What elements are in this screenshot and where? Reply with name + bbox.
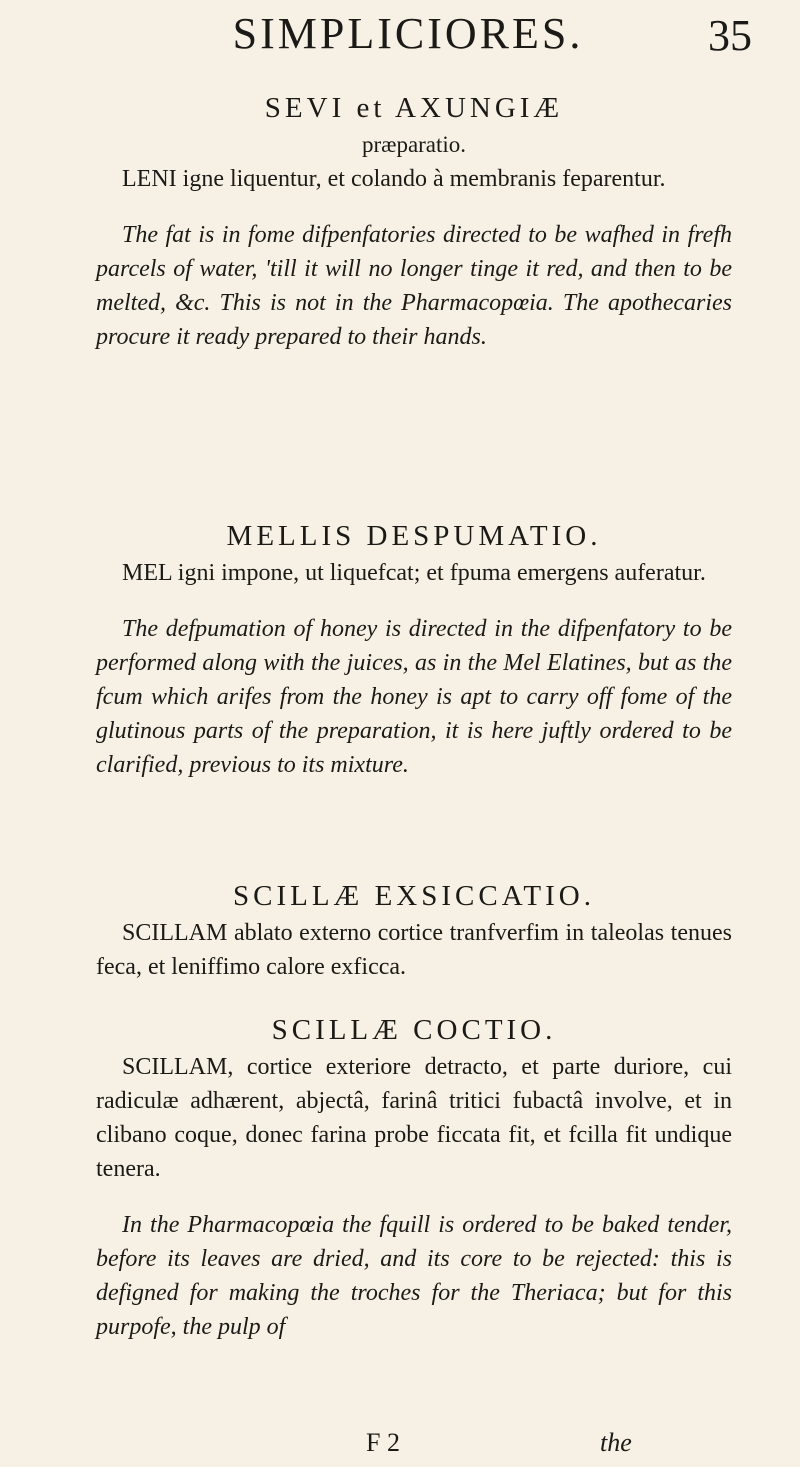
latin-text: MEL igni impone, ut liquefcat; et fpuma emergens auferatur.: [122, 560, 706, 586]
section-heading: SCILLÆ COCTIO.: [271, 1014, 557, 1046]
signature-mark: F 2: [366, 1428, 400, 1457]
section-heading: SCILLÆ EXSICCATIO.: [232, 880, 595, 912]
english-commentary: The defpumation of honey is directed in the difpenfatory to be performed along with the juices, as in the Mel Elatines, but as the fcum which arifes from the honey is apt to carry off fome of the glutinous parts of the preparation, it is here juftly ordered to be clarified, previous to its mixture.: [96, 616, 732, 778]
latin-text: LENI igne liquentur, et colando à membranis feparentur.: [122, 166, 666, 192]
catchword: the: [600, 1428, 632, 1457]
running-head: SIMPLICIORES.: [232, 9, 584, 58]
section-mellis: [96, 516, 732, 782]
english-commentary: In the Pharmacopœia the fquill is ordered to be baked tender, before its leaves are dried, and its core to be rejected: this is defigned for making the troches for the Theriaca; but for this purpofe, the pulp of: [96, 1212, 732, 1340]
latin-text: SCILLAM, cortice exteriore detracto, et parte duriore, cui radiculæ adhærent, abjectâ, farinâ tritici fubactâ involve, et in clibano coque, donec farina probe ficcata fit, et fcilla fit undique tenera.: [96, 1054, 732, 1182]
section-heading: SEVI et AXUNGIÆ: [264, 92, 564, 124]
page-number: 35: [708, 11, 752, 60]
section-heading: MELLIS DESPUMATIO.: [226, 520, 602, 552]
latin-text: SCILLAM ablato externo cortice tranfverfim in taleolas tenues feca, et leniffimo calore exficca.: [96, 920, 732, 980]
section-subheading: præparatio.: [361, 132, 467, 157]
page-footer: [0, 1428, 800, 1462]
english-commentary: The fat is in fome difpenfatories directed to be wafhed in frefh parcels of water, 'till it will no longer tinge it red, and then to be melted, &c. This is not in the Pharmacopœia. The apothecaries procure it ready prepared to their hands.: [96, 222, 732, 350]
section-sevi: [96, 88, 732, 354]
section-scillae-exsiccatio: [96, 876, 732, 984]
section-scillae-coctio: [96, 1010, 732, 1344]
